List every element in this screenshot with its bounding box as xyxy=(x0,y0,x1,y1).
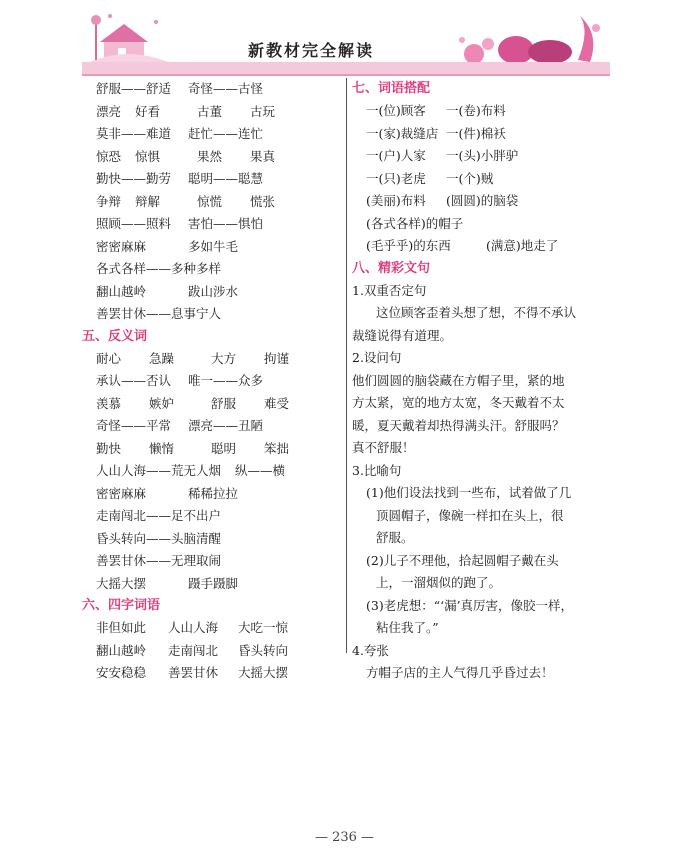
list-item: 承认——否认 唯一——众多 xyxy=(96,373,264,388)
four-character-word-list xyxy=(82,617,340,685)
list-item: 密密麻麻 多如牛毛 xyxy=(96,238,239,254)
list-item: (美丽)布料 (圆圆)的脑袋 xyxy=(366,193,519,208)
list-item: 密密麻麻 稀稀拉拉 xyxy=(96,485,239,501)
list-item: 人山人海——荒无人烟 纵——横 xyxy=(96,463,286,478)
list-item: 照顾——照料 害怕——惧怕 xyxy=(96,216,264,231)
sentence-line: (3)老虎想：“‘漏’真厉害，像胶一样， xyxy=(366,597,574,613)
section-heading-antonyms: 五、反义词 xyxy=(82,328,148,344)
sentence-line: 舒服。 xyxy=(376,530,414,545)
list-item: 耐心 急躁 大方 拘谨 xyxy=(96,350,290,366)
list-item: 羡慕 嫉妒 舒服 难受 xyxy=(96,395,290,411)
list-item: 争辩 辩解 惊慌 慌张 xyxy=(96,193,276,209)
sentence-line: 这位顾客歪着头想了想，不得不承认 xyxy=(376,305,577,320)
list-item: 翻山越岭 跋山涉水 xyxy=(96,283,239,299)
list-item: (各式各样)的帽子 xyxy=(366,215,464,231)
list-item: 一(户)人家 一(头)小胖驴 xyxy=(366,148,519,163)
list-item: 莫非——难道 赶忙——连忙 xyxy=(96,126,264,141)
list-item: 一(只)老虎 一(个)贼 xyxy=(366,170,494,186)
column-divider xyxy=(346,78,347,653)
list-item: 大摇大摆 蹑手蹑脚 xyxy=(96,575,239,591)
sentence-line: 真不舒服！ xyxy=(352,440,415,455)
list-item: 一(位)顾客 一(卷)布料 xyxy=(366,103,506,118)
list-item-heading: 4.夸张 xyxy=(352,642,389,658)
list-item: 漂亮 好看 古董 古玩 xyxy=(96,103,276,119)
page-header xyxy=(82,10,610,78)
list-item: 善罢甘休——息事宁人 xyxy=(96,306,222,321)
list-item: 翻山越岭 走南闯北 昏头转向 xyxy=(96,642,289,658)
list-item-heading: 1.双重否定句 xyxy=(352,282,427,298)
section-heading-four-character-words: 六、四字词语 xyxy=(82,598,161,613)
sentence-line: 裁缝说得有道理。 xyxy=(352,327,453,343)
list-item-heading: 3.比喻句 xyxy=(352,462,402,478)
page-number: — 236 — xyxy=(314,830,375,845)
list-item: 一(家)裁缝店 一(件)棉袄 xyxy=(366,125,506,141)
list-item: 奇怪——平常 漂亮——丑陋 xyxy=(96,418,264,433)
header-title: 新教材完全解读 xyxy=(248,41,375,60)
left-column xyxy=(82,78,340,685)
section-heading-word-collocation: 七、词语搭配 xyxy=(352,81,431,96)
sentence-list xyxy=(352,280,617,685)
header-decoration-plant-icon xyxy=(450,10,610,66)
list-item: 勤快——勤劳 聪明——聪慧 xyxy=(96,171,264,186)
sentence-line: 方帽子店的主人气得几乎昏过去！ xyxy=(366,665,554,680)
list-item: 善罢甘休——无理取闹 xyxy=(96,553,222,568)
header-band xyxy=(82,62,610,76)
synonym-list xyxy=(82,78,340,326)
list-item: 安安稳稳 善罢甘休 大摇大摆 xyxy=(96,665,289,680)
sentence-line: 顶圆帽子，像碗一样扣在头上，很 xyxy=(376,507,564,523)
right-column xyxy=(352,78,617,685)
list-item: 勤快 懒惰 聪明 笨拙 xyxy=(96,440,290,456)
list-item: 舒服——舒适 奇怪——古怪 xyxy=(96,81,264,96)
list-item: 走南闯北——足不出户 xyxy=(96,508,222,523)
list-item: 惊恐 惊惧 果然 果真 xyxy=(96,148,276,164)
header-decoration-house-icon xyxy=(82,10,172,66)
sentence-line: (2)儿子不理他，拾起圆帽子戴在头 xyxy=(366,552,559,568)
list-item-heading: 2.设问句 xyxy=(352,350,402,365)
sentence-line: 方太紧，宽的地方太宽，冬天戴着不太 xyxy=(352,395,565,410)
antonym-list xyxy=(82,348,340,596)
sentence-line: 上，一溜烟似的跑了。 xyxy=(376,575,502,590)
list-item: (毛乎乎)的东西 (满意)地走了 xyxy=(366,238,559,253)
sentence-line: (1)他们设法找到一些布，试着做了几 xyxy=(366,485,572,500)
collocation-list xyxy=(352,100,617,258)
list-item: 非但如此 人山人海 大吃一惊 xyxy=(96,620,289,635)
sentence-line: 暖，夏天戴着却热得满头汗。舒服吗？ xyxy=(352,417,565,433)
list-item: 昏头转向——头脑清醒 xyxy=(96,530,222,546)
section-heading-wonderful-sentences: 八、精彩文句 xyxy=(352,260,431,276)
sentence-line: 粘住我了。” xyxy=(376,620,439,635)
list-item: 各式各样——多种多样 xyxy=(96,261,222,276)
sentence-line: 他们圆圆的脑袋藏在方帽子里，紧的地 xyxy=(352,372,565,388)
